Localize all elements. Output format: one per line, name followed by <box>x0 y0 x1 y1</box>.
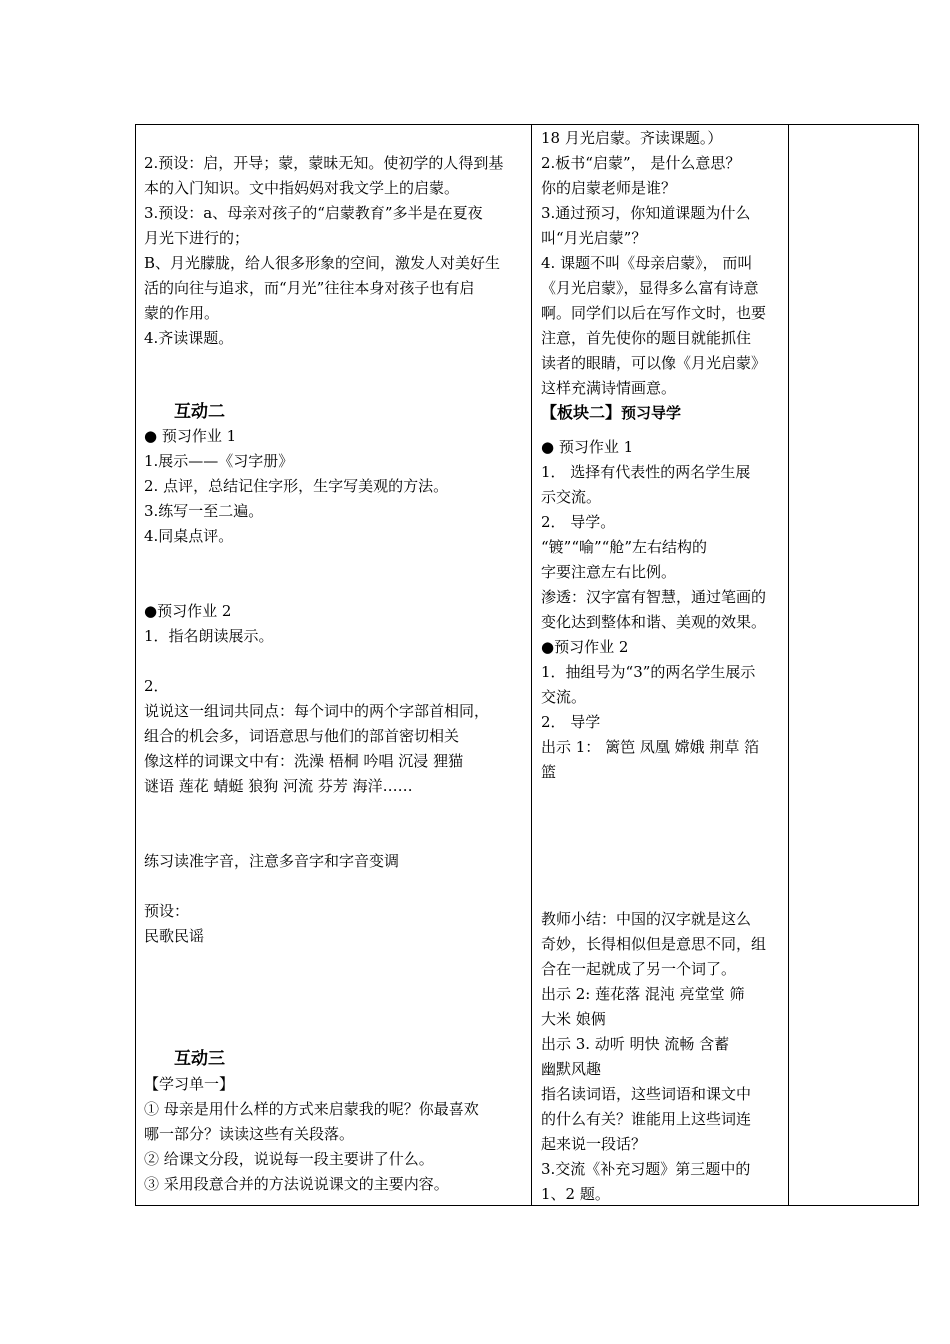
middle-text-line: 出示 2: 莲花落 混沌 亮堂堂 筛 <box>541 985 745 1003</box>
left-text-line: 像这样的词课文中有：洗澡 梧桐 吟唱 沉浸 狸猫 <box>144 752 464 770</box>
middle-text-line: 读者的眼睛，可以像《月光启蒙》 <box>541 354 767 372</box>
middle-text-line: 啊。同学们以后在写作文时，也要 <box>541 304 767 322</box>
middle-text-line: 1．抽组号为“3”的两名学生展示 <box>541 663 756 681</box>
left-text-line: ① 母亲是用什么样的方式来启蒙我的呢？你最喜欢 <box>144 1100 479 1118</box>
middle-text-line: 注意，首先使你的题目就能抓住 <box>541 329 752 347</box>
left-text-line: 民歌民谣 <box>144 927 205 945</box>
middle-text-line: 出示 3. 动听 明快 流畅 含蓄 <box>541 1035 730 1053</box>
left-text-line: 【学习单一】 <box>144 1075 235 1093</box>
middle-text-line: 变化达到整体和谐、美观的效果。 <box>541 613 767 631</box>
left-text-line: ③ 采用段意合并的方法说说课文的主要内容。 <box>144 1175 449 1193</box>
middle-text-line: 教师小结：中国的汉字就是这么 <box>541 910 752 928</box>
left-text-line: 3.练写一至二遍。 <box>144 502 264 520</box>
left-text-line: 说说这一组词共同点：每个词中的两个字部首相同， <box>144 702 490 720</box>
middle-text-line: 你的启蒙老师是谁？ <box>541 179 677 197</box>
middle-text-line: 示交流。 <box>541 488 602 506</box>
column-divider-1 <box>531 125 532 1205</box>
middle-text-line: 2． 导学。 <box>541 513 616 531</box>
middle-text-line: 18 月光启蒙。齐读课题。） <box>541 129 723 147</box>
middle-text-line: 大米 娘俩 <box>541 1010 606 1028</box>
middle-text-line: 《月光启蒙》，显得多么富有诗意 <box>541 279 759 297</box>
middle-text-line: 这样充满诗情画意。 <box>541 379 677 397</box>
left-text-line: 本的入门知识。文中指妈妈对我文学上的启蒙。 <box>144 179 460 197</box>
left-text-line: 2.预设：启，开导；蒙，蒙昧无知。使初学的人得到基 <box>144 154 504 172</box>
middle-text-line: “镀”“喻”“舱”左右结构的 <box>541 538 708 556</box>
left-text-line: 4.同桌点评。 <box>144 527 234 545</box>
middle-text-line: 字要注意左右比例。 <box>541 563 677 581</box>
left-text-line: 活的向往与追求，而“月光”往往本身对孩子也有启 <box>144 279 475 297</box>
left-text-line: 1．指名朗读展示。 <box>144 627 274 645</box>
middle-text-line: 的什么有关？谁能用上这些词连 <box>541 1110 752 1128</box>
left-text-line: 练习读准字音，注意多音字和字音变调 <box>144 852 400 870</box>
left-text-line: 谜语 莲花 蜻蜓 狼狗 河流 芬芳 海洋…… <box>144 777 413 795</box>
left-text-line: 4.齐读课题。 <box>144 329 234 347</box>
column-divider-2 <box>788 125 789 1205</box>
left-text-line: ② 给课文分段，说说每一段主要讲了什么。 <box>144 1150 434 1168</box>
middle-text-line: 叫“月光启蒙”？ <box>541 229 647 247</box>
left-text-line: 月光下进行的； <box>144 229 250 247</box>
left-text-line: 蒙的作用。 <box>144 304 220 322</box>
left-text-line: B、月光朦胧，给人很多形象的空间，激发人对美好生 <box>144 254 501 272</box>
left-text-line: ●预习作业 2 <box>144 602 232 620</box>
left-text-line: 3.预设：a、母亲对孩子的“启蒙教育”多半是在夏夜 <box>144 204 483 222</box>
left-text-line: ● 预习作业 1 <box>144 427 237 445</box>
middle-text-line: 1、2 题。 <box>541 1185 610 1203</box>
middle-text-line: 2． 导学 <box>541 713 601 731</box>
left-text-line: 预设： <box>144 902 190 920</box>
middle-text-line: 指名读词语，这些词语和课文中 <box>541 1085 752 1103</box>
section-heading-interaction-3: 互动三 <box>174 1049 225 1069</box>
left-text-line: 哪一部分？读读这些有关段落。 <box>144 1125 355 1143</box>
middle-text-line: 2.板书“启蒙”， 是什么意思？ <box>541 154 741 172</box>
lesson-plan-table <box>135 124 919 1206</box>
left-text-line: 2． <box>144 677 169 695</box>
middle-text-line: ● 预习作业 1 <box>541 438 634 456</box>
middle-text-line: 3.通过预习，你知道课题为什么 <box>541 204 751 222</box>
left-text-line: 组合的机会多，词语意思与他们的部首密切相关 <box>144 727 460 745</box>
left-text-line: 2. 点评，总结记住字形，生字写美观的方法。 <box>144 477 449 495</box>
middle-text-line: ●预习作业 2 <box>541 638 629 656</box>
notes-column <box>790 125 918 1205</box>
middle-text-line: 篮 <box>541 763 557 781</box>
middle-text-line: 4. 课题不叫《母亲启蒙》， 而叫 <box>541 254 753 272</box>
block-two-title: 预习导学 <box>621 404 682 422</box>
block-two-label: 【板块二】 <box>541 403 622 422</box>
block-two-heading <box>541 402 681 424</box>
middle-text-line: 起来说一段话？ <box>541 1135 647 1153</box>
middle-text-line: 交流。 <box>541 688 587 706</box>
middle-text-line: 幽默风趣 <box>541 1060 602 1078</box>
section-heading-interaction-2: 互动二 <box>174 402 225 422</box>
middle-text-line: 合在一起就成了另一个词了。 <box>541 960 737 978</box>
middle-text-line: 3.交流《补充习题》第三题中的 <box>541 1160 751 1178</box>
middle-text-line: 奇妙，长得相似但是意思不同，组 <box>541 935 767 953</box>
middle-text-line: 1． 选择有代表性的两名学生展 <box>541 463 751 481</box>
middle-text-line: 出示 1： 篱笆 凤凰 嫦娥 荆草 箔 <box>541 738 760 756</box>
left-text-line: 1.展示——《习字册》 <box>144 452 294 470</box>
middle-text-line: 渗透：汉字富有智慧，通过笔画的 <box>541 588 767 606</box>
